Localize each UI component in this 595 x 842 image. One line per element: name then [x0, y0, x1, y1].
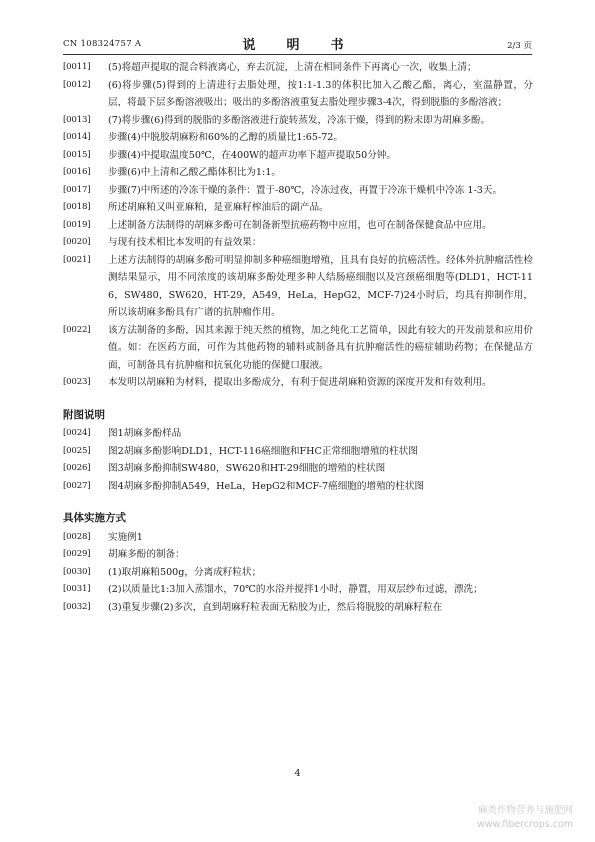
paragraph-text: (2)以质量比1:3加入蒸馏水，70℃的水浴并搅拌1小时，静置，用双层纱布过滤，漂洗； — [108, 584, 483, 595]
watermark-line-2: www.fibercrops.com — [476, 819, 573, 830]
paragraph-number: [0016] — [63, 167, 91, 177]
paragraph-text: 胡麻多酚的制备： — [108, 549, 185, 560]
paragraph — [63, 164, 533, 182]
paragraph-text: 上述制备方法制得的胡麻多酚可在制备新型抗癌药物中应用，也可在制备保健食品中应用。 — [108, 219, 492, 231]
paragraph-text: 本发明以胡麻粕为材料，提取出多酚成分，有利于促进胡麻粕资源的深度开发和有效利用。 — [108, 377, 492, 388]
paragraph-number: [0023] — [63, 377, 91, 387]
paragraph — [63, 322, 533, 375]
document-body — [63, 59, 533, 616]
paragraph-list — [63, 59, 533, 392]
paragraph-text: 图1胡麻多酚样品 — [108, 428, 182, 439]
paragraph — [63, 77, 533, 112]
paragraph-number: [0017] — [63, 184, 91, 195]
section-title-embodiment: 具体实施方式 — [63, 512, 126, 524]
paragraph-number: [0013] — [63, 114, 91, 125]
paragraph-text: 步骤(6)中上清和乙酸乙酯体积比为1:1。 — [108, 167, 281, 178]
paragraph-number: [0024] — [63, 428, 91, 438]
paragraph-number: [0026] — [63, 463, 91, 473]
paragraph-text: 步骤(4)中提取温度50℃，在400W的超声功率下超声提取50分钟。 — [108, 149, 396, 161]
paragraph-text: 步骤(7)中所述的冷冻干燥的条件：置于-80℃，冷冻过夜，再置于冷冻干燥机中冷冻 1-3天。 — [108, 184, 503, 196]
paragraph-text: 图3胡麻多酚抑制SW480，SW620和HT-29细胞的增殖的柱状图 — [108, 463, 386, 474]
paragraph — [63, 182, 533, 200]
paragraph-text: 与现有技术相比本发明的有益效果： — [108, 237, 262, 248]
figure-description-list — [63, 425, 533, 495]
embodiment-list — [63, 529, 533, 617]
page-indicator: 2/3 页 — [507, 41, 532, 51]
paragraph-number: [0020] — [63, 237, 91, 247]
paragraph-number: [0031] — [63, 584, 91, 594]
paragraph-text: 步骤(4)中脱胶胡麻粉和60%的乙醇的质量比1:65-72。 — [108, 132, 343, 143]
paragraph-number: [0015] — [63, 149, 91, 160]
paragraph-text: 上述方法制得的胡麻多酚可明显抑制多种癌细胞增殖，且具有良好的抗癌活性。经体外抗肿瘤活性检测结果显示，用不同浓度的该胡麻多酚处理多种人结肠癌细胞以及宫颈癌细胞等(DLD1，HCT-116，SW480，SW620，HT-29，A549，HeLa，HepG2，MCF-7)24小时后，均具有抑制作用，所以该胡麻多酚具有广谱的抗肿瘤作用。 — [108, 254, 533, 318]
paragraph — [63, 529, 533, 547]
paragraph-text: (3)重复步骤(2)多次，直到胡麻籽粒表面无粘胶为止，然后将脱胶的胡麻籽粒在 — [108, 601, 443, 613]
paragraph-text: (7)将步骤(6)得到的脱脂的多酚溶液进行旋转蒸发，冷冻干燥，得到的粉末即为胡麻多酚。 — [108, 114, 491, 126]
paragraph-number: [0018] — [63, 202, 91, 212]
paragraph — [63, 59, 533, 77]
page-header — [63, 34, 532, 55]
paragraph-text: (5)将超声提取的混合料液离心，弃去沉淀，上清在相同条件下再离心一次，收集上清； — [108, 62, 477, 73]
paragraph-number: [0014] — [63, 132, 91, 142]
paragraph — [63, 199, 533, 217]
paragraph-number: [0012] — [63, 79, 91, 90]
paragraph — [63, 581, 533, 599]
watermark-line-1: 麻类作物营养与施肥网 — [477, 805, 573, 816]
paragraph — [63, 112, 533, 130]
paragraph — [63, 252, 533, 322]
paragraph-number: [0011] — [63, 62, 91, 72]
doc-number: CN 108324757 A — [63, 39, 142, 49]
paragraph — [63, 425, 533, 443]
paragraph-number: [0029] — [63, 549, 91, 559]
paragraph-text: 实施例1 — [108, 531, 143, 543]
paragraph — [63, 374, 533, 392]
paragraph-number: [0032] — [63, 601, 91, 612]
paragraph-number: [0030] — [63, 566, 91, 577]
paragraph-text: 所述胡麻粕又叫亚麻粕，是亚麻籽榨油后的副产品。 — [108, 202, 329, 213]
watermark — [477, 804, 573, 832]
paragraph — [63, 478, 533, 496]
paragraph-text: 该方法制备的多酚，因其来源于纯天然的植物，加之纯化工艺简单，因此有较大的开发前景和应用价值。如：在医药方面，可作为其他药物的辅料或制备具有抗肿瘤活性的癌症辅助药物；在保健品方面，可制备具有抗肿瘤和抗氧化功能的保健口服液。 — [108, 324, 533, 371]
paragraph-number: [0019] — [63, 219, 91, 230]
paragraph — [63, 564, 533, 582]
paragraph — [63, 546, 533, 564]
paragraph — [63, 217, 533, 235]
page-number: 4 — [294, 768, 301, 779]
paragraph-number: [0022] — [63, 324, 91, 335]
paragraph-number: [0021] — [63, 254, 91, 265]
paragraph-text: 图4胡麻多酚抑制A549，HeLa，HepG2和MCF-7癌细胞的增殖的柱状图 — [108, 480, 425, 492]
paragraph — [63, 460, 533, 478]
doc-title: 说 明 书 — [242, 38, 353, 53]
paragraph-text: (6)将步骤(5)得到的上清进行去脂处理，按1:1-1.3的体积比加入乙酸乙酯，离心，室温静置，分层，将最下层多酚溶液吸出；吸出的多酚溶液重复去脂处理步骤3-4次，得到脱脂的多酚溶液； — [108, 79, 533, 108]
paragraph — [63, 443, 533, 461]
paragraph — [63, 147, 533, 165]
paragraph — [63, 599, 533, 617]
paragraph-text: (1)取胡麻粕500g，分离成籽粒状； — [108, 566, 262, 578]
paragraph-number: [0025] — [63, 445, 91, 456]
paragraph-number: [0027] — [63, 480, 91, 491]
paragraph-text: 图2胡麻多酚影响DLD1，HCT-116癌细胞和FHC正常细胞增殖的柱状图 — [108, 445, 418, 457]
section-title-figures: 附图说明 — [63, 408, 105, 421]
paragraph — [63, 234, 533, 252]
paragraph — [63, 129, 533, 147]
paragraph-number: [0028] — [63, 531, 91, 542]
